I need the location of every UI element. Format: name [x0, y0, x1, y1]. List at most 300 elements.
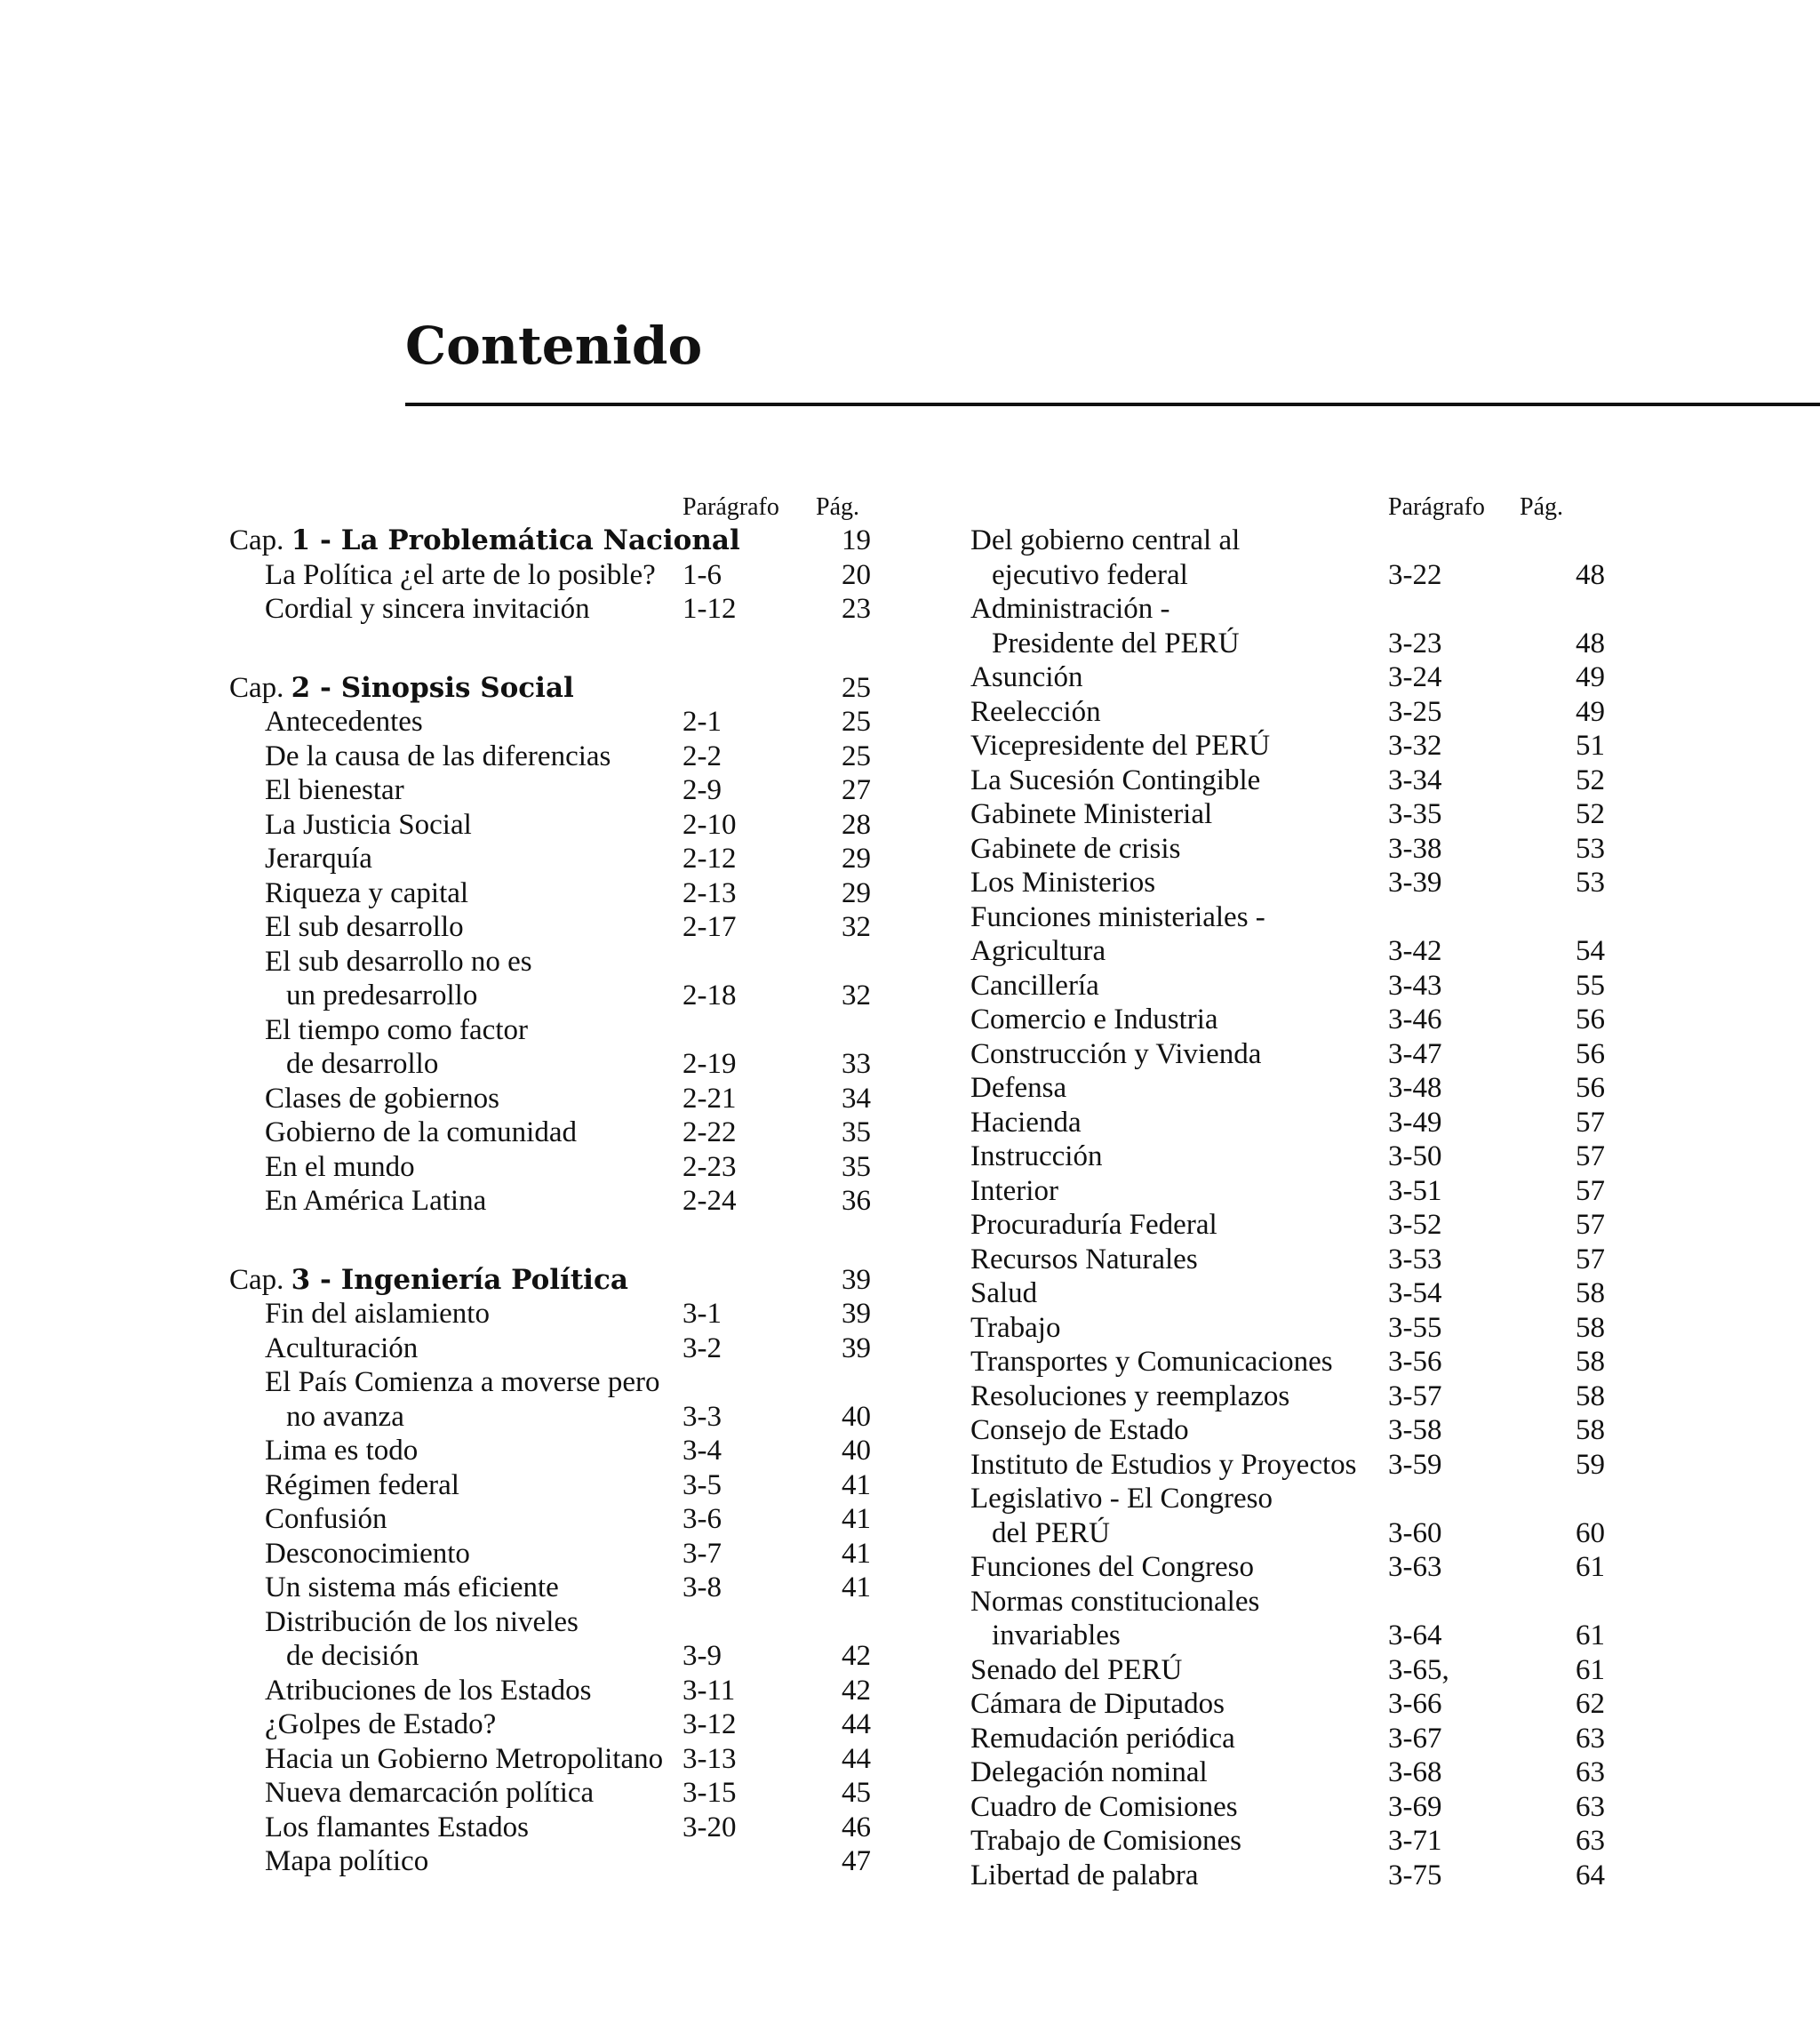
entry-page: 64 [1576, 1859, 1605, 1891]
entry-page: 29 [842, 843, 871, 875]
entry-title: Cancillería [970, 969, 1099, 1002]
entry-page: 63 [1576, 1790, 1605, 1823]
entry-title: Mapa político [265, 1845, 429, 1877]
toc-entry [970, 934, 1605, 969]
entry-title: El bienestar [265, 774, 404, 806]
entry-page: 57 [1576, 1243, 1605, 1275]
header-pag: Pág. [816, 493, 859, 521]
toc-entry [229, 705, 869, 740]
entry-title: Presidente del PERÚ [992, 627, 1240, 660]
entry-page: 29 [842, 876, 871, 909]
entry-page: 48 [1576, 627, 1605, 660]
toc-entry [229, 945, 869, 980]
entry-paragraph: 3-65, [1388, 1653, 1449, 1686]
entry-title: El tiempo como factor [265, 1013, 528, 1046]
toc-entry [229, 1707, 869, 1742]
toc-entry [970, 1790, 1605, 1825]
toc-entry [970, 695, 1605, 730]
entry-paragraph: 2-12 [682, 843, 737, 875]
header-paragrafo: Parágrafo [1388, 493, 1485, 521]
entry-paragraph: 3-68 [1388, 1756, 1442, 1788]
entry-page: 56 [1576, 1072, 1605, 1104]
entry-title: Cordial y sincera invitación [265, 593, 590, 625]
toc-entry [970, 1722, 1605, 1756]
toc-entry [229, 1537, 869, 1571]
toc-entry [970, 1276, 1605, 1311]
toc-entry [970, 1379, 1605, 1414]
entry-paragraph: 3-59 [1388, 1448, 1442, 1481]
toc-entry-continuation [970, 1619, 1605, 1653]
entry-title: Lima es todo [265, 1435, 419, 1467]
entry-title: Instituto de Estudios y Proyectos [970, 1448, 1357, 1481]
entry-paragraph: 3-71 [1388, 1825, 1442, 1857]
toc-entry [229, 592, 869, 627]
toc-entry [970, 524, 1592, 558]
entry-page: 49 [1576, 695, 1605, 728]
entry-title: Vicepresidente del PERÚ [970, 730, 1271, 762]
entry-paragraph: 3-11 [682, 1674, 736, 1707]
entry-page: 53 [1576, 832, 1605, 865]
toc-entry-continuation [229, 979, 869, 1013]
toc-entry [229, 1082, 869, 1116]
entry-page: 57 [1576, 1140, 1605, 1172]
entry-title: Confusión [265, 1503, 387, 1535]
title-rule [405, 403, 1820, 406]
entry-title: Cuadro de Comisiones [970, 1790, 1238, 1823]
chapter-prefix: Cap. [229, 1263, 284, 1296]
entry-title: Distribución de los niveles [265, 1605, 579, 1638]
entry-paragraph: 3-32 [1388, 730, 1442, 762]
toc-left-column [229, 493, 869, 1879]
toc-entry-continuation [229, 1400, 869, 1435]
toc-entry [970, 1037, 1605, 1072]
chapter-heading [229, 1263, 869, 1298]
toc-entry [970, 660, 1605, 695]
entry-page: 25 [842, 706, 871, 738]
entry-title: El sub desarrollo [265, 911, 464, 943]
entry-page: 58 [1576, 1379, 1605, 1412]
entry-paragraph: 3-35 [1388, 798, 1442, 830]
toc-entry [970, 764, 1605, 798]
entry-title: Gobierno de la comunidad [265, 1116, 577, 1148]
toc-entry [970, 1243, 1605, 1277]
entry-page: 60 [1576, 1516, 1605, 1549]
entry-paragraph: 3-63 [1388, 1551, 1442, 1583]
toc-entries [970, 524, 1605, 1892]
entry-title: Normas constitucionales [970, 1585, 1260, 1618]
entry-paragraph: 3-25 [1388, 695, 1442, 728]
entry-paragraph: 2-1 [682, 706, 722, 738]
entry-title: Fin del aislamiento [265, 1298, 490, 1330]
entry-page: 58 [1576, 1414, 1605, 1446]
entry-title: Cámara de Diputados [970, 1688, 1225, 1720]
entry-title: El sub desarrollo no es [265, 945, 532, 978]
entry-title: Desconocimiento [265, 1537, 470, 1570]
entry-page: 53 [1576, 867, 1605, 899]
toc-entry [970, 1311, 1605, 1346]
chapter-name: 1 - La Problemática Nacional [291, 524, 740, 556]
entry-page: 58 [1576, 1346, 1605, 1378]
entry-title: un predesarrollo [286, 980, 478, 1012]
entry-page: 47 [842, 1845, 871, 1877]
entry-paragraph: 3-51 [1388, 1174, 1442, 1207]
toc-entry [970, 1174, 1605, 1209]
entry-paragraph: 3-46 [1388, 1004, 1442, 1035]
entry-page: 63 [1576, 1756, 1605, 1788]
entry-page: 35 [842, 1150, 871, 1183]
entry-paragraph: 2-21 [682, 1082, 737, 1115]
chapter-heading [229, 671, 869, 706]
entry-title: Los Ministerios [970, 867, 1156, 899]
entry-paragraph: 3-7 [682, 1537, 722, 1570]
entry-page: 45 [842, 1777, 871, 1809]
entry-title: Antecedentes [265, 706, 423, 738]
entry-page: 61 [1576, 1653, 1605, 1686]
toc-entry [229, 1674, 869, 1708]
toc-entry [970, 1550, 1605, 1585]
entry-paragraph: 3-23 [1388, 627, 1442, 660]
entry-title: Remudación periódica [970, 1722, 1235, 1755]
toc-entry [229, 1742, 869, 1777]
chapter-prefix: Cap. [229, 671, 284, 704]
entry-paragraph: 3-24 [1388, 661, 1442, 693]
entry-title: La Justicia Social [265, 808, 472, 841]
page-title: Contenido [405, 316, 703, 376]
entry-paragraph: 3-13 [682, 1742, 737, 1775]
toc-entry-continuation [970, 627, 1605, 661]
entry-paragraph: 3-54 [1388, 1277, 1442, 1309]
entry-paragraph: 3-55 [1388, 1311, 1442, 1344]
entry-page: 63 [1576, 1722, 1605, 1755]
entry-page: 62 [1576, 1688, 1605, 1720]
entry-title: La Sucesión Contingible [970, 764, 1261, 796]
entry-paragraph: 2-2 [682, 740, 722, 772]
entry-title: Agricultura [970, 935, 1106, 967]
entry-paragraph: 3-34 [1388, 764, 1442, 796]
entry-title: El País Comienza a moverse pero [265, 1366, 660, 1398]
toc-entry [229, 558, 869, 593]
entry-page: 63 [1576, 1825, 1605, 1857]
toc-entry [970, 832, 1605, 867]
entry-title: Del gobierno central al [970, 524, 1241, 556]
entry-paragraph: 3-39 [1388, 867, 1442, 899]
toc-entry [970, 1003, 1605, 1037]
toc-entry [970, 1139, 1605, 1174]
entry-title: Comercio e Industria [970, 1004, 1218, 1035]
toc-entry [970, 866, 1605, 900]
header-pag: Pág. [1520, 493, 1563, 521]
entry-paragraph: 3-9 [682, 1640, 722, 1672]
toc-entry [970, 1585, 1592, 1619]
toc-entry-continuation [229, 1047, 869, 1082]
toc-entry [229, 1502, 869, 1537]
entry-paragraph: 3-6 [682, 1503, 722, 1535]
entry-title: Hacia un Gobierno Metropolitano [265, 1742, 664, 1775]
entry-title: En el mundo [265, 1150, 415, 1183]
entry-paragraph: 3-2 [682, 1331, 722, 1364]
entry-page: 41 [842, 1571, 871, 1603]
toc-entry [229, 773, 869, 808]
chapter-title [229, 524, 740, 558]
entry-page: 39 [842, 1263, 871, 1296]
toc-entry [970, 1824, 1605, 1859]
entry-paragraph: 3-57 [1388, 1379, 1442, 1412]
entry-paragraph: 3-22 [1388, 558, 1442, 591]
entry-title: Reelección [970, 695, 1101, 728]
toc-entry [229, 1365, 869, 1400]
entry-title: Transportes y Comunicaciones [970, 1346, 1333, 1378]
entry-title: Asunción [970, 661, 1083, 693]
toc-entry [229, 740, 869, 774]
spacer [229, 1219, 869, 1263]
entry-paragraph: 3-75 [1388, 1859, 1442, 1891]
toc-entry [970, 1482, 1592, 1516]
toc-entry [970, 1413, 1605, 1448]
toc-entry [229, 1297, 869, 1331]
toc-entry [229, 876, 869, 911]
entry-paragraph: 2-22 [682, 1116, 737, 1148]
entry-page: 35 [842, 1116, 871, 1148]
entry-page: 40 [842, 1400, 871, 1433]
entry-page: 57 [1576, 1174, 1605, 1207]
entry-paragraph: 3-58 [1388, 1414, 1442, 1446]
entry-paragraph: 3-64 [1388, 1619, 1442, 1651]
entry-title: Administración - [970, 593, 1170, 625]
entry-paragraph: 3-50 [1388, 1140, 1442, 1172]
entry-paragraph: 3-49 [1388, 1106, 1442, 1139]
entry-page: 39 [842, 1331, 871, 1364]
entry-page: 56 [1576, 1037, 1605, 1070]
entry-title: Construcción y Vivienda [970, 1037, 1262, 1070]
entry-page: 36 [842, 1185, 871, 1217]
entry-title: Funciones del Congreso [970, 1551, 1254, 1583]
toc-entry [229, 910, 869, 945]
toc-entry [970, 969, 1605, 1004]
toc-entry-continuation [970, 558, 1605, 593]
entry-page: 46 [842, 1811, 871, 1843]
entry-paragraph: 3-20 [682, 1811, 737, 1843]
toc-entry [229, 1150, 869, 1185]
entry-page: 58 [1576, 1311, 1605, 1344]
entry-title: Funciones ministeriales - [970, 900, 1265, 933]
entry-page: 51 [1576, 730, 1605, 762]
entry-title: Senado del PERÚ [970, 1653, 1183, 1686]
toc-entry [970, 1859, 1605, 1893]
toc-entry [970, 1345, 1605, 1379]
toc-right-column [970, 493, 1605, 1892]
column-header [970, 493, 1592, 524]
chapter-heading [229, 524, 869, 558]
chapter-title [229, 1263, 628, 1298]
toc-entry [970, 592, 1592, 627]
toc-entry-continuation [970, 1516, 1605, 1551]
entry-page: 59 [1576, 1448, 1605, 1481]
entry-paragraph: 2-19 [682, 1048, 737, 1080]
entry-title: no avanza [286, 1400, 404, 1433]
entry-paragraph: 2-23 [682, 1150, 737, 1183]
entry-title: Trabajo [970, 1311, 1061, 1344]
entry-page: 25 [842, 740, 871, 772]
entry-title: En América Latina [265, 1185, 487, 1217]
toc-entry [970, 797, 1605, 832]
entry-title: Régimen federal [265, 1468, 459, 1501]
entry-paragraph: 3-38 [1388, 832, 1442, 865]
entry-page: 41 [842, 1537, 871, 1570]
entry-paragraph: 2-24 [682, 1185, 737, 1217]
toc-entry [970, 729, 1605, 764]
chapter-name: 2 - Sinopsis Social [291, 671, 574, 704]
toc-entry [229, 1013, 869, 1048]
chapter-title [229, 671, 574, 706]
toc-entry [970, 900, 1592, 935]
toc-entry [229, 1605, 869, 1640]
entry-paragraph: 1-6 [682, 558, 722, 591]
entry-page: 33 [842, 1048, 871, 1080]
entry-title: Jerarquía [265, 843, 372, 875]
toc-entry [970, 1653, 1605, 1688]
entry-paragraph: 3-56 [1388, 1346, 1442, 1378]
entry-title: Clases de gobiernos [265, 1082, 499, 1115]
chapter-name: 3 - Ingeniería Política [291, 1263, 628, 1296]
entry-title: La Política ¿el arte de lo posible? [265, 558, 656, 591]
entry-paragraph: 3-52 [1388, 1209, 1442, 1241]
entry-paragraph: 3-1 [682, 1298, 722, 1330]
entry-title: Consejo de Estado [970, 1414, 1189, 1446]
entry-title: Resoluciones y reemplazos [970, 1379, 1290, 1412]
entry-title: ¿Golpes de Estado? [265, 1708, 497, 1740]
entry-page: 27 [842, 774, 871, 806]
entry-page: 61 [1576, 1619, 1605, 1651]
entry-page: 19 [842, 524, 871, 556]
entry-page: 28 [842, 808, 871, 841]
entry-title: Salud [970, 1277, 1038, 1309]
entry-page: 52 [1576, 798, 1605, 830]
entry-page: 42 [842, 1674, 871, 1707]
entry-title: Instrucción [970, 1140, 1103, 1172]
entry-title: Libertad de palabra [970, 1859, 1199, 1891]
entry-paragraph: 3-69 [1388, 1790, 1442, 1823]
entry-paragraph: 3-43 [1388, 969, 1442, 1002]
entry-page: 40 [842, 1435, 871, 1467]
entry-paragraph: 3-47 [1388, 1037, 1442, 1070]
entry-title: Atribuciones de los Estados [265, 1674, 592, 1707]
toc-entry [970, 1071, 1605, 1106]
toc-entry [229, 1811, 869, 1845]
entry-paragraph: 2-17 [682, 911, 737, 943]
entry-page: 41 [842, 1503, 871, 1535]
entry-paragraph: 2-9 [682, 774, 722, 806]
entry-title: de decisión [286, 1640, 419, 1672]
toc-entries [229, 524, 869, 1879]
entry-page: 23 [842, 593, 871, 625]
entry-title: invariables [992, 1619, 1121, 1651]
entry-page: 25 [842, 671, 871, 704]
entry-title: Gabinete de crisis [970, 832, 1181, 865]
entry-paragraph: 3-4 [682, 1435, 722, 1467]
entry-page: 39 [842, 1298, 871, 1330]
toc-entry [229, 1434, 869, 1468]
entry-page: 58 [1576, 1277, 1605, 1309]
entry-title: ejecutivo federal [992, 558, 1188, 591]
toc-entry-continuation [229, 1639, 869, 1674]
entry-paragraph: 3-53 [1388, 1243, 1442, 1275]
entry-title: Hacienda [970, 1106, 1082, 1139]
column-header [229, 493, 869, 524]
toc-entry [229, 1844, 869, 1879]
entry-page: 41 [842, 1468, 871, 1501]
toc-entry [970, 1106, 1605, 1140]
chapter-prefix: Cap. [229, 524, 284, 556]
entry-page: 42 [842, 1640, 871, 1672]
toc-entry [229, 842, 869, 876]
entry-title: Riqueza y capital [265, 876, 469, 909]
entry-paragraph: 3-12 [682, 1708, 737, 1740]
entry-paragraph: 3-67 [1388, 1722, 1442, 1755]
entry-paragraph: 3-48 [1388, 1072, 1442, 1104]
entry-page: 49 [1576, 661, 1605, 693]
entry-paragraph: 2-10 [682, 808, 737, 841]
entry-page: 20 [842, 558, 871, 591]
toc-entry [970, 1208, 1605, 1243]
header-paragrafo: Parágrafo [682, 493, 779, 521]
entry-title: Interior [970, 1174, 1058, 1207]
entry-paragraph: 1-12 [682, 593, 737, 625]
entry-page: 54 [1576, 935, 1605, 967]
entry-page: 55 [1576, 969, 1605, 1002]
entry-page: 61 [1576, 1551, 1605, 1583]
entry-page: 32 [842, 980, 871, 1012]
entry-title: Gabinete Ministerial [970, 798, 1213, 830]
entry-paragraph: 3-66 [1388, 1688, 1442, 1720]
toc-entry [970, 1755, 1605, 1790]
entry-page: 56 [1576, 1004, 1605, 1035]
entry-paragraph: 3-3 [682, 1400, 722, 1433]
entry-paragraph: 3-60 [1388, 1516, 1442, 1549]
entry-title: de desarrollo [286, 1048, 439, 1080]
toc-entry [970, 1448, 1605, 1483]
entry-paragraph: 2-13 [682, 876, 737, 909]
entry-title: Un sistema más eficiente [265, 1571, 559, 1603]
entry-paragraph: 3-42 [1388, 935, 1442, 967]
toc-entry [229, 1115, 869, 1150]
toc-entry [229, 1331, 869, 1366]
entry-page: 32 [842, 911, 871, 943]
toc-entry [229, 1776, 869, 1811]
entry-title: Trabajo de Comisiones [970, 1825, 1241, 1857]
entry-paragraph: 2-18 [682, 980, 737, 1012]
toc-entry [229, 808, 869, 843]
entry-title: Delegación nominal [970, 1756, 1208, 1788]
entry-page: 57 [1576, 1106, 1605, 1139]
entry-paragraph: 3-15 [682, 1777, 737, 1809]
entry-paragraph: 3-5 [682, 1468, 722, 1501]
entry-title: Nueva demarcación política [265, 1777, 595, 1809]
entry-page: 52 [1576, 764, 1605, 796]
entry-title: Los flamantes Estados [265, 1811, 529, 1843]
toc-entry [229, 1184, 869, 1219]
toc-entry [229, 1468, 869, 1503]
toc-entry [229, 1571, 869, 1605]
entry-page: 57 [1576, 1209, 1605, 1241]
spacer [229, 627, 869, 671]
entry-paragraph: 3-8 [682, 1571, 722, 1603]
entry-title: Procuraduría Federal [970, 1209, 1217, 1241]
entry-title: Legislativo - El Congreso [970, 1483, 1273, 1515]
toc-entry [970, 1687, 1605, 1722]
entry-title: Defensa [970, 1072, 1067, 1104]
entry-title: De la causa de las diferencias [265, 740, 611, 772]
entry-title: Aculturación [265, 1331, 419, 1364]
